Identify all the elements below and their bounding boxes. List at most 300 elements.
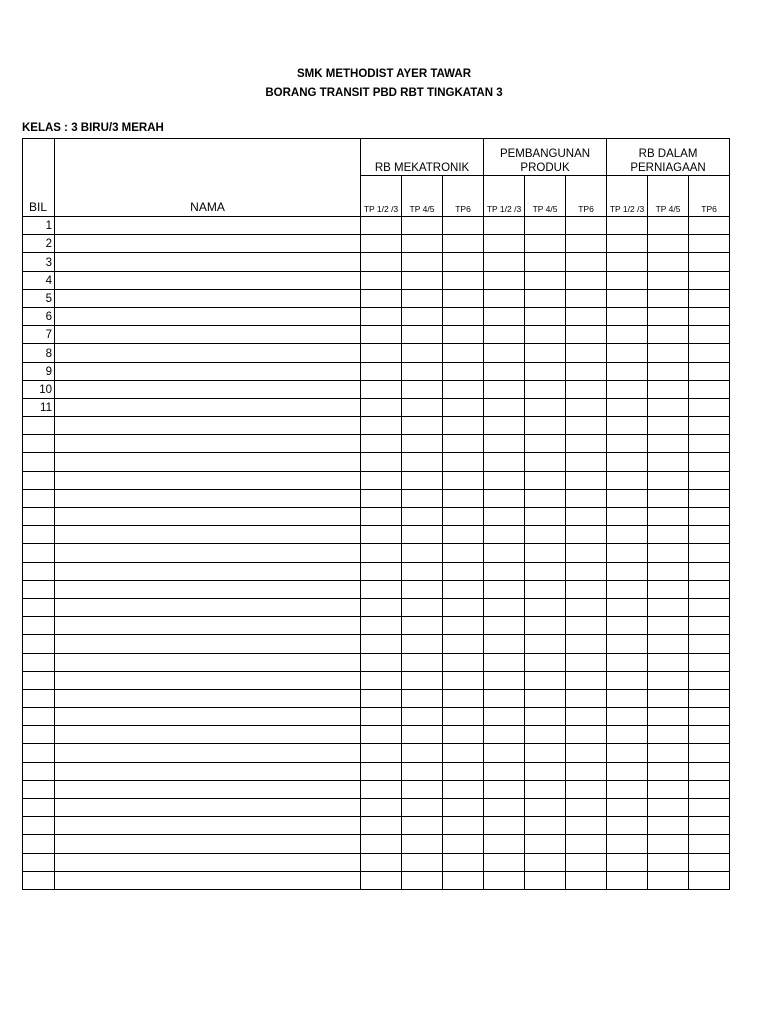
tp-cell[interactable] — [361, 562, 402, 580]
tp-cell[interactable] — [689, 362, 730, 380]
tp-cell[interactable] — [566, 307, 607, 325]
tp-cell[interactable] — [484, 726, 525, 744]
tp-cell[interactable] — [484, 253, 525, 271]
tp-cell[interactable] — [607, 780, 648, 798]
tp-cell[interactable] — [566, 453, 607, 471]
tp-cell[interactable] — [648, 417, 689, 435]
tp-cell[interactable] — [484, 871, 525, 889]
nama-cell[interactable] — [55, 398, 361, 416]
tp-cell[interactable] — [566, 380, 607, 398]
nama-cell[interactable] — [55, 326, 361, 344]
tp-cell[interactable] — [361, 799, 402, 817]
nama-cell[interactable] — [55, 726, 361, 744]
tp-cell[interactable] — [443, 671, 484, 689]
tp-cell[interactable] — [402, 726, 443, 744]
tp-cell[interactable] — [566, 653, 607, 671]
tp-cell[interactable] — [361, 344, 402, 362]
tp-cell[interactable] — [648, 453, 689, 471]
tp-cell[interactable] — [402, 417, 443, 435]
tp-cell[interactable] — [484, 744, 525, 762]
tp-cell[interactable] — [607, 380, 648, 398]
tp-cell[interactable] — [484, 271, 525, 289]
tp-cell[interactable] — [361, 653, 402, 671]
tp-cell[interactable] — [689, 744, 730, 762]
tp-cell[interactable] — [566, 871, 607, 889]
tp-cell[interactable] — [525, 362, 566, 380]
tp-cell[interactable] — [525, 380, 566, 398]
tp-cell[interactable] — [607, 635, 648, 653]
tp-cell[interactable] — [361, 689, 402, 707]
nama-cell[interactable] — [55, 708, 361, 726]
tp-cell[interactable] — [361, 217, 402, 235]
tp-cell[interactable] — [443, 253, 484, 271]
tp-cell[interactable] — [689, 398, 730, 416]
nama-cell[interactable] — [55, 435, 361, 453]
tp-cell[interactable] — [443, 635, 484, 653]
tp-cell[interactable] — [566, 762, 607, 780]
tp-cell[interactable] — [566, 235, 607, 253]
tp-cell[interactable] — [648, 253, 689, 271]
tp-cell[interactable] — [525, 508, 566, 526]
tp-cell[interactable] — [402, 380, 443, 398]
tp-cell[interactable] — [361, 598, 402, 616]
nama-cell[interactable] — [55, 871, 361, 889]
tp-cell[interactable] — [443, 289, 484, 307]
tp-cell[interactable] — [402, 526, 443, 544]
tp-cell[interactable] — [648, 780, 689, 798]
tp-cell[interactable] — [648, 871, 689, 889]
tp-cell[interactable] — [648, 380, 689, 398]
tp-cell[interactable] — [361, 307, 402, 325]
tp-cell[interactable] — [443, 307, 484, 325]
tp-cell[interactable] — [443, 871, 484, 889]
tp-cell[interactable] — [566, 562, 607, 580]
tp-cell[interactable] — [566, 417, 607, 435]
tp-cell[interactable] — [484, 235, 525, 253]
tp-cell[interactable] — [607, 271, 648, 289]
tp-cell[interactable] — [402, 307, 443, 325]
tp-cell[interactable] — [689, 653, 730, 671]
tp-cell[interactable] — [525, 726, 566, 744]
tp-cell[interactable] — [402, 362, 443, 380]
nama-cell[interactable] — [55, 489, 361, 507]
tp-cell[interactable] — [525, 780, 566, 798]
tp-cell[interactable] — [443, 471, 484, 489]
tp-cell[interactable] — [607, 417, 648, 435]
nama-cell[interactable] — [55, 253, 361, 271]
tp-cell[interactable] — [607, 235, 648, 253]
tp-cell[interactable] — [689, 799, 730, 817]
tp-cell[interactable] — [689, 871, 730, 889]
nama-cell[interactable] — [55, 689, 361, 707]
tp-cell[interactable] — [443, 853, 484, 871]
tp-cell[interactable] — [607, 653, 648, 671]
tp-cell[interactable] — [566, 726, 607, 744]
tp-cell[interactable] — [689, 508, 730, 526]
tp-cell[interactable] — [566, 271, 607, 289]
tp-cell[interactable] — [361, 708, 402, 726]
tp-cell[interactable] — [566, 526, 607, 544]
tp-cell[interactable] — [648, 326, 689, 344]
tp-cell[interactable] — [566, 635, 607, 653]
nama-cell[interactable] — [55, 217, 361, 235]
tp-cell[interactable] — [484, 380, 525, 398]
tp-cell[interactable] — [525, 744, 566, 762]
tp-cell[interactable] — [525, 435, 566, 453]
tp-cell[interactable] — [648, 799, 689, 817]
nama-cell[interactable] — [55, 580, 361, 598]
nama-cell[interactable] — [55, 799, 361, 817]
tp-cell[interactable] — [443, 217, 484, 235]
tp-cell[interactable] — [443, 526, 484, 544]
tp-cell[interactable] — [689, 635, 730, 653]
tp-cell[interactable] — [484, 780, 525, 798]
tp-cell[interactable] — [566, 689, 607, 707]
tp-cell[interactable] — [484, 562, 525, 580]
tp-cell[interactable] — [648, 544, 689, 562]
tp-cell[interactable] — [402, 326, 443, 344]
tp-cell[interactable] — [443, 744, 484, 762]
tp-cell[interactable] — [484, 471, 525, 489]
tp-cell[interactable] — [648, 235, 689, 253]
tp-cell[interactable] — [443, 598, 484, 616]
tp-cell[interactable] — [361, 817, 402, 835]
tp-cell[interactable] — [525, 817, 566, 835]
tp-cell[interactable] — [689, 617, 730, 635]
nama-cell[interactable] — [55, 362, 361, 380]
nama-cell[interactable] — [55, 780, 361, 798]
tp-cell[interactable] — [566, 799, 607, 817]
tp-cell[interactable] — [443, 362, 484, 380]
tp-cell[interactable] — [402, 671, 443, 689]
nama-cell[interactable] — [55, 835, 361, 853]
tp-cell[interactable] — [484, 817, 525, 835]
tp-cell[interactable] — [566, 289, 607, 307]
tp-cell[interactable] — [566, 580, 607, 598]
tp-cell[interactable] — [689, 326, 730, 344]
nama-cell[interactable] — [55, 380, 361, 398]
tp-cell[interactable] — [648, 762, 689, 780]
tp-cell[interactable] — [689, 435, 730, 453]
tp-cell[interactable] — [689, 762, 730, 780]
nama-cell[interactable] — [55, 671, 361, 689]
tp-cell[interactable] — [607, 817, 648, 835]
tp-cell[interactable] — [443, 653, 484, 671]
tp-cell[interactable] — [689, 289, 730, 307]
tp-cell[interactable] — [689, 726, 730, 744]
tp-cell[interactable] — [443, 762, 484, 780]
tp-cell[interactable] — [402, 253, 443, 271]
tp-cell[interactable] — [484, 417, 525, 435]
tp-cell[interactable] — [402, 453, 443, 471]
nama-cell[interactable] — [55, 544, 361, 562]
tp-cell[interactable] — [566, 344, 607, 362]
tp-cell[interactable] — [525, 489, 566, 507]
nama-cell[interactable] — [55, 508, 361, 526]
tp-cell[interactable] — [402, 489, 443, 507]
tp-cell[interactable] — [443, 726, 484, 744]
tp-cell[interactable] — [648, 744, 689, 762]
tp-cell[interactable] — [484, 853, 525, 871]
nama-cell[interactable] — [55, 598, 361, 616]
tp-cell[interactable] — [361, 744, 402, 762]
tp-cell[interactable] — [566, 326, 607, 344]
tp-cell[interactable] — [525, 271, 566, 289]
tp-cell[interactable] — [443, 799, 484, 817]
tp-cell[interactable] — [566, 471, 607, 489]
tp-cell[interactable] — [361, 453, 402, 471]
tp-cell[interactable] — [361, 380, 402, 398]
tp-cell[interactable] — [689, 417, 730, 435]
nama-cell[interactable] — [55, 417, 361, 435]
tp-cell[interactable] — [525, 544, 566, 562]
tp-cell[interactable] — [689, 580, 730, 598]
tp-cell[interactable] — [607, 871, 648, 889]
tp-cell[interactable] — [402, 398, 443, 416]
nama-cell[interactable] — [55, 744, 361, 762]
tp-cell[interactable] — [443, 780, 484, 798]
tp-cell[interactable] — [607, 362, 648, 380]
tp-cell[interactable] — [402, 689, 443, 707]
tp-cell[interactable] — [525, 689, 566, 707]
tp-cell[interactable] — [566, 835, 607, 853]
tp-cell[interactable] — [402, 598, 443, 616]
tp-cell[interactable] — [607, 835, 648, 853]
nama-cell[interactable] — [55, 453, 361, 471]
tp-cell[interactable] — [566, 708, 607, 726]
tp-cell[interactable] — [648, 508, 689, 526]
tp-cell[interactable] — [402, 708, 443, 726]
tp-cell[interactable] — [525, 598, 566, 616]
tp-cell[interactable] — [607, 217, 648, 235]
tp-cell[interactable] — [648, 726, 689, 744]
nama-cell[interactable] — [55, 853, 361, 871]
tp-cell[interactable] — [689, 453, 730, 471]
nama-cell[interactable] — [55, 307, 361, 325]
tp-cell[interactable] — [525, 526, 566, 544]
tp-cell[interactable] — [361, 635, 402, 653]
tp-cell[interactable] — [525, 635, 566, 653]
tp-cell[interactable] — [361, 253, 402, 271]
tp-cell[interactable] — [689, 380, 730, 398]
tp-cell[interactable] — [402, 853, 443, 871]
tp-cell[interactable] — [484, 617, 525, 635]
tp-cell[interactable] — [443, 617, 484, 635]
tp-cell[interactable] — [361, 853, 402, 871]
tp-cell[interactable] — [689, 344, 730, 362]
tp-cell[interactable] — [402, 762, 443, 780]
tp-cell[interactable] — [689, 253, 730, 271]
tp-cell[interactable] — [525, 762, 566, 780]
tp-cell[interactable] — [607, 326, 648, 344]
tp-cell[interactable] — [361, 726, 402, 744]
tp-cell[interactable] — [648, 526, 689, 544]
tp-cell[interactable] — [648, 489, 689, 507]
tp-cell[interactable] — [607, 689, 648, 707]
tp-cell[interactable] — [402, 635, 443, 653]
tp-cell[interactable] — [689, 271, 730, 289]
tp-cell[interactable] — [525, 398, 566, 416]
tp-cell[interactable] — [648, 562, 689, 580]
tp-cell[interactable] — [525, 326, 566, 344]
tp-cell[interactable] — [607, 471, 648, 489]
tp-cell[interactable] — [607, 253, 648, 271]
nama-cell[interactable] — [55, 344, 361, 362]
tp-cell[interactable] — [689, 489, 730, 507]
tp-cell[interactable] — [566, 217, 607, 235]
tp-cell[interactable] — [443, 708, 484, 726]
nama-cell[interactable] — [55, 617, 361, 635]
tp-cell[interactable] — [484, 398, 525, 416]
tp-cell[interactable] — [484, 453, 525, 471]
tp-cell[interactable] — [525, 471, 566, 489]
tp-cell[interactable] — [607, 617, 648, 635]
tp-cell[interactable] — [361, 489, 402, 507]
tp-cell[interactable] — [443, 508, 484, 526]
tp-cell[interactable] — [607, 580, 648, 598]
tp-cell[interactable] — [525, 253, 566, 271]
tp-cell[interactable] — [525, 562, 566, 580]
tp-cell[interactable] — [607, 508, 648, 526]
tp-cell[interactable] — [689, 526, 730, 544]
tp-cell[interactable] — [689, 217, 730, 235]
tp-cell[interactable] — [525, 217, 566, 235]
tp-cell[interactable] — [648, 598, 689, 616]
tp-cell[interactable] — [361, 417, 402, 435]
tp-cell[interactable] — [484, 635, 525, 653]
tp-cell[interactable] — [689, 307, 730, 325]
tp-cell[interactable] — [361, 271, 402, 289]
tp-cell[interactable] — [484, 326, 525, 344]
tp-cell[interactable] — [525, 871, 566, 889]
tp-cell[interactable] — [525, 417, 566, 435]
tp-cell[interactable] — [525, 617, 566, 635]
tp-cell[interactable] — [402, 217, 443, 235]
tp-cell[interactable] — [361, 762, 402, 780]
tp-cell[interactable] — [607, 744, 648, 762]
nama-cell[interactable] — [55, 471, 361, 489]
tp-cell[interactable] — [525, 799, 566, 817]
tp-cell[interactable] — [607, 762, 648, 780]
tp-cell[interactable] — [484, 344, 525, 362]
tp-cell[interactable] — [443, 562, 484, 580]
tp-cell[interactable] — [361, 671, 402, 689]
nama-cell[interactable] — [55, 635, 361, 653]
tp-cell[interactable] — [484, 544, 525, 562]
tp-cell[interactable] — [689, 835, 730, 853]
tp-cell[interactable] — [361, 835, 402, 853]
tp-cell[interactable] — [402, 744, 443, 762]
tp-cell[interactable] — [484, 598, 525, 616]
tp-cell[interactable] — [361, 326, 402, 344]
tp-cell[interactable] — [566, 598, 607, 616]
tp-cell[interactable] — [484, 799, 525, 817]
tp-cell[interactable] — [361, 235, 402, 253]
tp-cell[interactable] — [607, 598, 648, 616]
tp-cell[interactable] — [566, 744, 607, 762]
tp-cell[interactable] — [484, 762, 525, 780]
tp-cell[interactable] — [566, 489, 607, 507]
tp-cell[interactable] — [525, 580, 566, 598]
tp-cell[interactable] — [361, 617, 402, 635]
tp-cell[interactable] — [443, 398, 484, 416]
tp-cell[interactable] — [402, 799, 443, 817]
tp-cell[interactable] — [607, 307, 648, 325]
tp-cell[interactable] — [525, 671, 566, 689]
tp-cell[interactable] — [689, 671, 730, 689]
tp-cell[interactable] — [443, 489, 484, 507]
tp-cell[interactable] — [648, 271, 689, 289]
tp-cell[interactable] — [361, 544, 402, 562]
tp-cell[interactable] — [566, 780, 607, 798]
tp-cell[interactable] — [566, 853, 607, 871]
tp-cell[interactable] — [443, 326, 484, 344]
tp-cell[interactable] — [484, 526, 525, 544]
tp-cell[interactable] — [648, 362, 689, 380]
tp-cell[interactable] — [648, 708, 689, 726]
tp-cell[interactable] — [443, 344, 484, 362]
tp-cell[interactable] — [566, 398, 607, 416]
tp-cell[interactable] — [648, 398, 689, 416]
tp-cell[interactable] — [648, 289, 689, 307]
tp-cell[interactable] — [525, 289, 566, 307]
tp-cell[interactable] — [484, 508, 525, 526]
tp-cell[interactable] — [402, 617, 443, 635]
tp-cell[interactable] — [525, 708, 566, 726]
nama-cell[interactable] — [55, 653, 361, 671]
tp-cell[interactable] — [484, 489, 525, 507]
tp-cell[interactable] — [648, 671, 689, 689]
nama-cell[interactable] — [55, 817, 361, 835]
tp-cell[interactable] — [566, 544, 607, 562]
tp-cell[interactable] — [443, 580, 484, 598]
tp-cell[interactable] — [443, 271, 484, 289]
tp-cell[interactable] — [566, 671, 607, 689]
tp-cell[interactable] — [443, 544, 484, 562]
tp-cell[interactable] — [402, 435, 443, 453]
tp-cell[interactable] — [361, 398, 402, 416]
tp-cell[interactable] — [402, 580, 443, 598]
tp-cell[interactable] — [484, 217, 525, 235]
tp-cell[interactable] — [361, 289, 402, 307]
tp-cell[interactable] — [402, 271, 443, 289]
tp-cell[interactable] — [648, 344, 689, 362]
tp-cell[interactable] — [648, 653, 689, 671]
nama-cell[interactable] — [55, 526, 361, 544]
tp-cell[interactable] — [361, 362, 402, 380]
tp-cell[interactable] — [525, 653, 566, 671]
tp-cell[interactable] — [648, 617, 689, 635]
tp-cell[interactable] — [607, 799, 648, 817]
tp-cell[interactable] — [566, 817, 607, 835]
tp-cell[interactable] — [607, 489, 648, 507]
tp-cell[interactable] — [443, 435, 484, 453]
tp-cell[interactable] — [607, 453, 648, 471]
tp-cell[interactable] — [689, 598, 730, 616]
tp-cell[interactable] — [484, 708, 525, 726]
tp-cell[interactable] — [566, 362, 607, 380]
tp-cell[interactable] — [648, 853, 689, 871]
tp-cell[interactable] — [443, 235, 484, 253]
tp-cell[interactable] — [402, 235, 443, 253]
tp-cell[interactable] — [607, 344, 648, 362]
tp-cell[interactable] — [607, 435, 648, 453]
tp-cell[interactable] — [607, 544, 648, 562]
tp-cell[interactable] — [607, 562, 648, 580]
tp-cell[interactable] — [361, 780, 402, 798]
tp-cell[interactable] — [689, 562, 730, 580]
tp-cell[interactable] — [443, 380, 484, 398]
